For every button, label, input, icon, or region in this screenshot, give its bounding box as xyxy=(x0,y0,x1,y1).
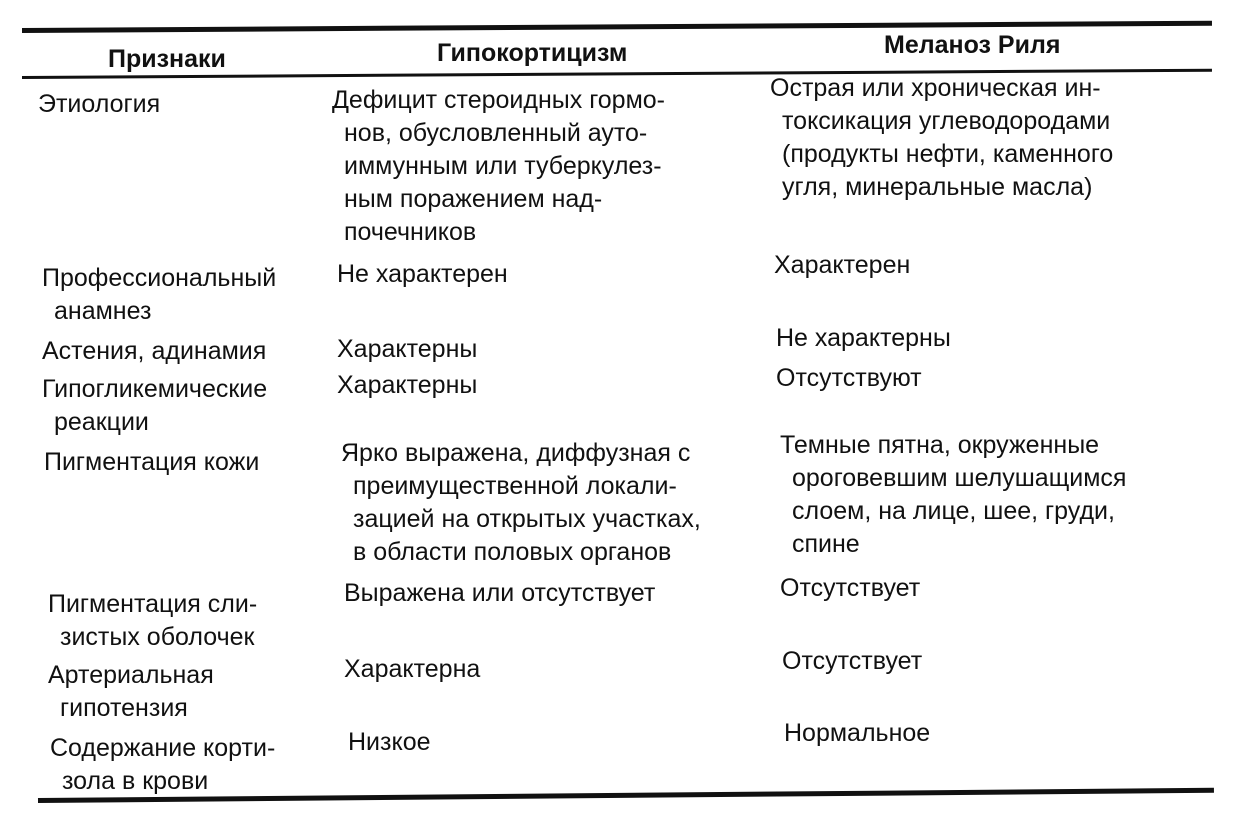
header-riehl-melanosis: Меланоз Риля xyxy=(884,31,1061,59)
table-row-cortisol-hypo: Низкое xyxy=(348,728,431,756)
table-row-hypotension-melanosis: Отсутствует xyxy=(782,647,923,675)
table-row-mucosa-pigmentation-hypo: Выражена или отсутствует xyxy=(344,579,656,607)
table-row-occupational-hypo: Не характерен xyxy=(337,260,508,288)
table-row-skin-pigmentation-melanosis: Темные пятна, окруженные ороговевшим шелушащимся слоем, на лице, шее, груди, спине xyxy=(780,431,1127,558)
table-row-skin-pigmentation-feature: Пигментация кожи xyxy=(44,448,260,476)
header-hypocorticism: Гипокортицизм xyxy=(437,39,628,67)
table-row-etiology-hypo: Дефицит стероидных гормо- нов, обусловленный ауто- иммунным или туберкулез- ным поражением над- почечников xyxy=(332,86,665,246)
table-row-etiology-feature: Этиология xyxy=(38,90,161,118)
table-row-asthenia-feature: Астения, адинамия xyxy=(42,337,267,365)
table-row-occupational-feature: Профессиональный анамнез xyxy=(42,264,277,325)
table-row-occupational-melanosis: Характерен xyxy=(774,251,911,279)
table-row-cortisol-melanosis: Нормальное xyxy=(784,719,931,747)
table-row-asthenia-melanosis: Не характерны xyxy=(776,324,951,352)
table-row-skin-pigmentation-hypo: Ярко выражена, диффузная с преимущественной локали- зацией на открытых участках, в области половых органов xyxy=(341,439,701,566)
table-row-mucosa-pigmentation-feature: Пигментация сли- зистых оболочек xyxy=(48,590,258,651)
table-row-hypotension-feature: Артериальная гипотензия xyxy=(48,661,214,722)
header-features: Признаки xyxy=(108,45,226,73)
table-row-hypoglycemic-feature: Гипогликемические реакции xyxy=(42,375,268,436)
table-row-hypotension-hypo: Характерна xyxy=(344,655,481,683)
table-row-hypoglycemic-hypo: Характерны xyxy=(337,371,478,399)
table-row-hypoglycemic-melanosis: Отсутствуют xyxy=(776,364,922,392)
table-row-etiology-melanosis: Острая или хроническая ин- токсикация углеводородами (продукты нефти, каменного угля, минеральные масла) xyxy=(770,74,1114,201)
table-row-asthenia-hypo: Характерны xyxy=(337,335,478,363)
table-row-cortisol-feature: Содержание корти- зола в крови xyxy=(50,734,276,795)
table-row-mucosa-pigmentation-melanosis: Отсутствует xyxy=(780,574,921,602)
